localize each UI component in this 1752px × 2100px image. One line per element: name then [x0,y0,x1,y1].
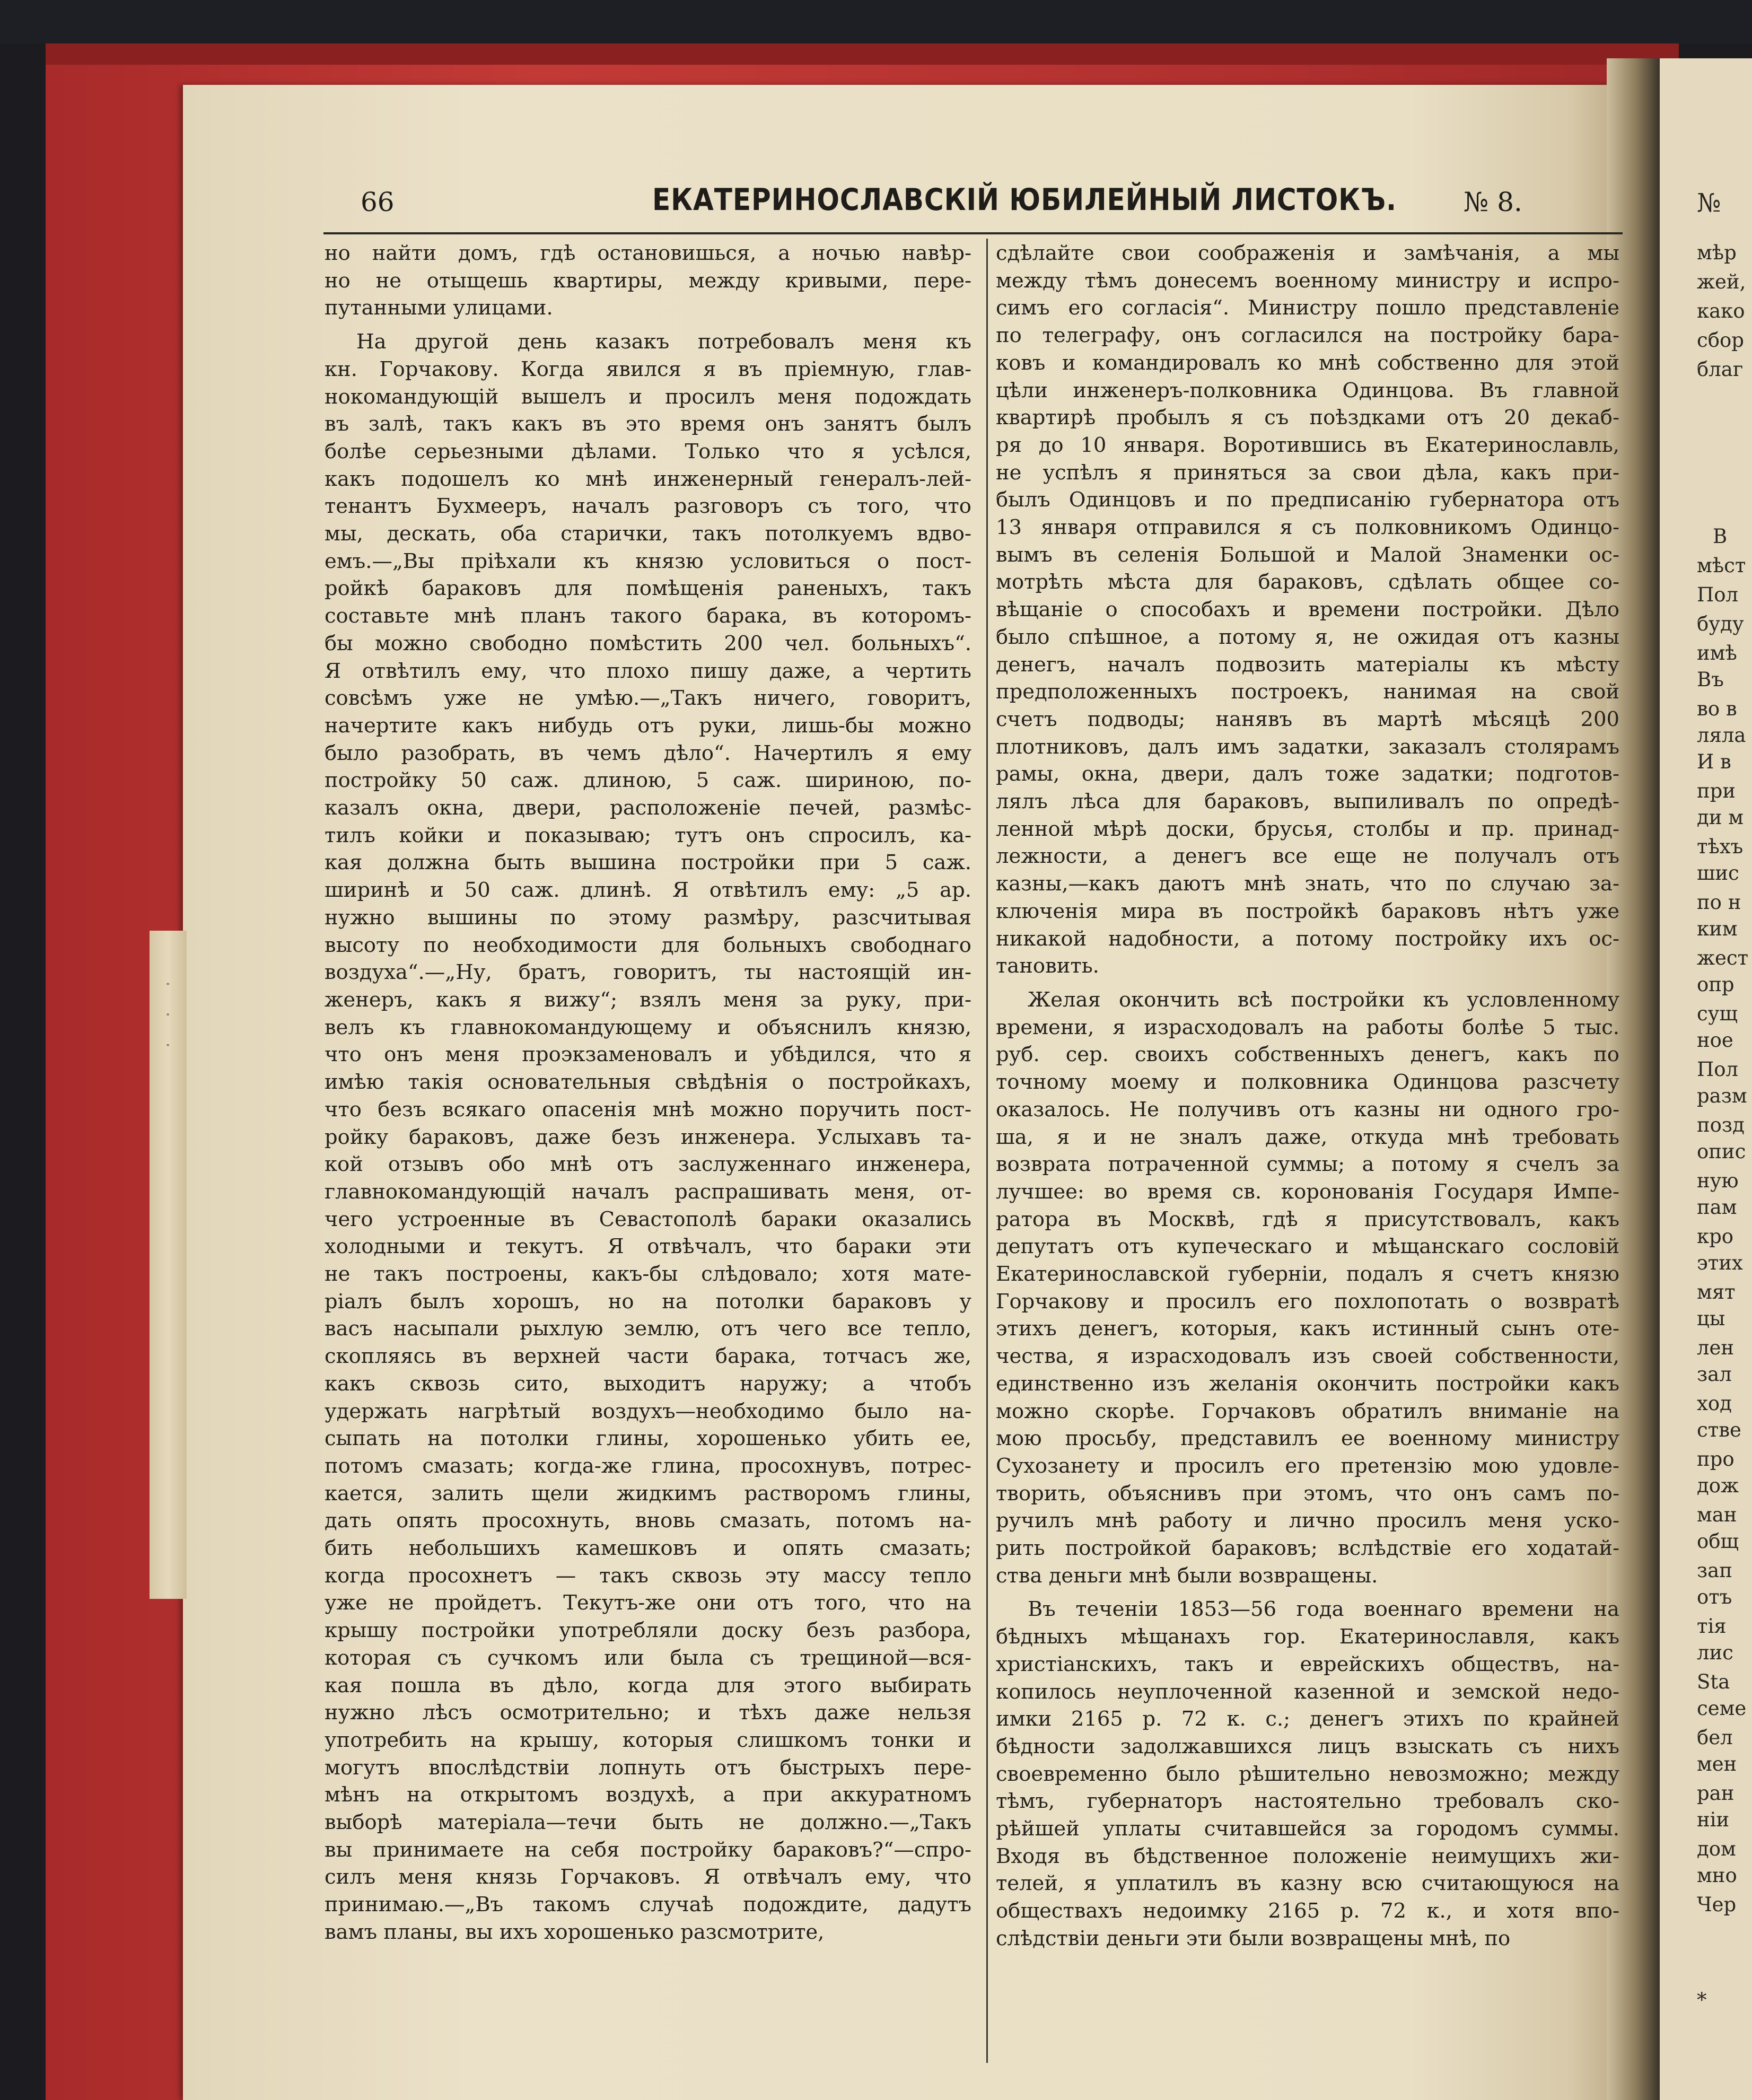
next-page-text-fragment: имѣ [1697,642,1737,664]
column-divider [986,239,988,2063]
text-line: было разобрать, въ чемъ дѣло“. Начертилъ я ему [325,741,971,765]
next-page-text-fragment: про [1697,1448,1735,1471]
text-line: кн. Горчакову. Когда явился я въ пріемную, глав- [325,357,971,381]
next-page-text-fragment: * [1697,1989,1707,2011]
text-line: возврата потраченной суммы; а потому я счелъ за [996,1152,1619,1177]
next-page-text-fragment: при [1697,780,1736,802]
text-line: мы, дескать, оба старички, такъ потолкуемъ вдво- [325,522,971,546]
bookmark-pencil-marks: · · · [157,981,178,1058]
next-page-text-fragment: разм [1697,1084,1747,1107]
text-line: тилъ койки и показываю; тутъ онъ спросилъ, ка- [325,823,971,847]
next-page-text-fragment: стве [1697,1419,1741,1441]
text-line: сыпать на потолки глины, хорошенько убить ее, [325,1427,971,1451]
next-page-text-fragment: Пол [1697,1058,1739,1081]
text-line: Входя въ бѣдственное положеніе неимущихъ жи- [996,1844,1619,1868]
text-line: имки 2165 р. 72 к. с.; денегъ этихъ по крайней [996,1707,1619,1731]
next-page-text-fragment: тія [1697,1615,1727,1638]
next-page-text-fragment: бел [1697,1726,1733,1749]
text-line: бѣдности задолжавшихся лицъ взыскать съ нихъ [996,1734,1619,1758]
next-page-text-fragment: ніи [1697,1808,1730,1831]
text-line: депутатъ отъ купеческаго и мѣщанскаго сословій [996,1235,1619,1259]
text-line: въ залѣ, такъ какъ въ это время онъ занятъ былъ [325,412,971,436]
text-line: рѣйшей уплаты считавшейся за городомъ суммы. [996,1817,1619,1841]
next-page-text-fragment: сущ [1697,1002,1738,1025]
text-line: казны,—какъ даютъ мнѣ знать, что по случаю за- [996,872,1619,896]
text-line: копилось неуплоченной казенной и земской недо- [996,1679,1619,1704]
text-line: вымъ въ селенія Большой и Малой Знаменки ос- [996,542,1619,567]
text-line: мою просьбу, представилъ ее военному министру [996,1427,1619,1451]
text-line: единственно изъ желанія окончить постройки какъ [996,1371,1619,1396]
next-page-text-fragment: мѣст [1697,554,1746,577]
text-line: какъ сквозь сито, выходитъ наружу; а чтобъ [325,1371,971,1396]
next-page-text-fragment: зал [1697,1363,1732,1386]
next-page-text-fragment: общ [1697,1530,1739,1553]
text-line: вѣщаніе о способахъ и времени постройки. Дѣло [996,598,1619,622]
right-column [996,240,1619,1953]
page-number: 66 [361,187,395,217]
text-line: не успѣлъ я приняться за свои дѣла, какъ при- [996,460,1619,485]
issue-number: № 8. [1464,187,1522,217]
text-line: удержать нагрѣтый воздухъ—необходимо было на- [325,1399,971,1423]
text-line: не такъ построены, какъ-бы слѣдовало; хотя мате- [325,1262,971,1287]
next-page-text-fragment: зап [1697,1559,1732,1582]
text-line: лялъ лѣса для бараковъ, выпиливалъ по опредѣ- [996,790,1619,814]
text-line: кается, залить щели жидкимъ растворомъ глины, [325,1481,971,1506]
next-page-text-fragment: Sta [1697,1670,1730,1693]
text-line: Я отвѣтилъ ему, что плохо пишу даже, а чертить [325,659,971,683]
text-line: выборѣ матеріала—течи быть не должно.—„Такъ [325,1810,971,1835]
text-line: предположенныхъ построекъ, нанимая на свой [996,680,1619,704]
text-line: точному моему и полковника Одинцова разсчету [996,1070,1619,1095]
text-line: Екатеринославской губерніи, подалъ я счетъ князю [996,1262,1619,1287]
text-line: Желая окончить всѣ постройки къ условленному [1028,987,1619,1012]
next-page-text-fragment: цы [1697,1307,1725,1330]
next-page-text-fragment: жест [1697,947,1749,969]
text-line: постройку 50 саж. длиною, 5 саж. шириною, по- [325,768,971,793]
text-line: творить, объяснивъ при этомъ, что онъ самъ по- [996,1481,1619,1506]
text-line: ріалъ былъ хорошъ, но на потолки бараковъ у [325,1289,971,1314]
text-line: Въ теченіи 1853—56 года военнаго времени на [1028,1597,1619,1622]
text-line: тенантъ Бухмееръ, началъ разговоръ съ того, что [325,494,971,519]
text-line: цѣли инженеръ-полковника Одинцова. Въ главной [996,378,1619,402]
text-line: но найти домъ, гдѣ остановишься, а ночью навѣр- [325,241,971,265]
text-line: рамы, окна, двери, далъ тоже задатки; подготов- [996,762,1619,786]
next-page-text-fragment: пам [1697,1196,1737,1219]
text-line: крышу постройки употребляли доску безъ разбора, [325,1618,971,1643]
paragraph-gap [996,1589,1619,1596]
text-line: счетъ подводы; нанявъ въ мартѣ мѣсяцѣ 200 [996,707,1619,731]
next-page-text-fragment: ную [1697,1169,1739,1192]
paragraph [996,986,1619,1589]
text-line: времени, я израсходовалъ на работы болѣе 5 тыс. [996,1015,1619,1039]
text-line: тѣмъ, губернаторъ настоятельно требовалъ ско- [996,1789,1619,1814]
text-line: совсѣмъ уже не умѣю.—„Такъ ничего, говоритъ, [325,686,971,711]
text-line: кая пошла въ дѣло, когда для этого выбирать [325,1673,971,1698]
text-line: по телеграфу, онъ согласился на постройку бара- [996,323,1619,348]
next-page-text-fragment: В [1713,525,1728,548]
text-line: было спѣшное, а потому я, не ожидая отъ казны [996,625,1619,649]
next-page-text-fragment: тѣхъ [1697,835,1744,858]
text-line: ройкѣ бараковъ для помѣщенія раненыхъ, такъ [325,576,971,601]
text-line: телей, я уплатилъ въ казну всю считающуюся на [996,1871,1619,1896]
paragraph [325,328,971,1946]
text-line: ша, я и не зналъ даже, откуда мнѣ требовать [996,1125,1619,1149]
text-line: лежности, а денегъ все еще не получалъ отъ [996,844,1619,869]
text-line: имѣю такія основательныя свѣдѣнія о постройкахъ, [325,1070,971,1095]
text-line: этихъ денегъ, которыя, какъ истинный сынъ оте- [996,1317,1619,1341]
next-page-text-fragment: ное [1697,1029,1733,1052]
next-page-text-fragment: мят [1697,1281,1736,1303]
next-page-text-fragment: отъ [1697,1586,1732,1608]
text-line: какъ подошелъ ко мнѣ инженерный генералъ-лей- [325,467,971,491]
text-line: тановить. [996,954,1099,978]
text-line: нокомандующій вышелъ и просилъ меня подождать [325,384,971,409]
next-page-text-fragment: дож [1697,1474,1739,1497]
text-line: ства деньги мнѣ были возвращены. [996,1563,1378,1588]
text-line: нужно вышины по этому размѣру, разсчитывая [325,905,971,930]
text-line: плотниковъ, далъ имъ задатки, заказалъ столярамъ [996,734,1619,759]
text-line: между тѣмъ донесемъ военному министру и испро- [996,268,1619,293]
text-line: ручилъ мнѣ работу и лично просилъ меня уско- [996,1509,1619,1533]
next-page-text-fragment: № [1697,188,1721,218]
text-line: бы можно свободно помѣстить 200 чел. больныхъ“. [325,631,971,655]
next-page-text-fragment: лис [1697,1641,1733,1664]
journal-title: ЕКАТЕРИНОСЛАВСКІЙ ЮБИЛЕЙНЫЙ ЛИСТОКЪ. [652,182,1397,217]
next-page-text-fragment: мен [1697,1753,1737,1775]
text-line: Сухозанету и просилъ его претензію мою удовле- [996,1454,1619,1478]
next-page-text-fragment: Чер [1697,1893,1737,1916]
next-page-text-fragment: семе [1697,1697,1747,1720]
text-line: нужно лѣсъ осмотрительно; и тѣхъ даже нельзя [325,1701,971,1725]
next-page-text-fragment: ляла [1697,724,1746,747]
text-line: ленной мѣрѣ доски, брусья, столбы и пр. принад- [996,817,1619,841]
next-page-text-fragment: кро [1697,1225,1734,1248]
paragraph-gap [325,322,971,328]
text-line: симъ его согласія“. Министру пошло представленіе [996,296,1619,320]
text-line: квартирѣ пробылъ я съ поѣздками отъ 20 декаб- [996,406,1619,430]
left-column [325,240,971,1946]
text-line: болѣе серьезными дѣлами. Только что я усѣлся, [325,439,971,463]
next-page-text-fragment: како [1697,300,1745,322]
text-line: составьте мнѣ планъ такого барака, въ которомъ- [325,604,971,628]
text-line: чества, я израсходовалъ изъ своей собственности, [996,1344,1619,1369]
text-line: холодными и текутъ. Я отвѣчалъ, что бараки эти [325,1235,971,1259]
text-line: когда просохнетъ — такъ сквозь эту массу тепло [325,1563,971,1588]
text-line: ковъ и командировалъ ко мнѣ собственно для этой [996,351,1619,375]
text-line: высоту по необходимости для больныхъ свободнаго [325,933,971,957]
paragraph-gap [996,980,1619,986]
next-page-text-fragment: ди м [1697,806,1744,829]
text-line: Горчакову и просилъ его похлопотать о возвратѣ [996,1289,1619,1314]
next-page-text-fragment: мно [1697,1864,1737,1887]
text-line: емъ.—„Вы пріѣхали къ князю условиться о пост- [325,549,971,573]
text-line: ратора въ Москвѣ, гдѣ я присутствовалъ, какъ [996,1207,1619,1231]
text-line: воздуха“.—„Ну, братъ, говоритъ, ты настоящій ин- [325,960,971,985]
text-line: денегъ, началъ подвозить матеріалы къ мѣсту [996,652,1619,677]
next-page-text-fragment: ман [1697,1503,1737,1526]
next-page-text-fragment: И в [1697,750,1731,773]
text-line: которая съ сучкомъ или была съ трещиной—вся- [325,1646,971,1670]
text-line: слѣдствіи деньги эти были возвращены мнѣ, по [996,1926,1511,1950]
text-line: потомъ смазать; когда-же глина, просохнувъ, потрес- [325,1454,971,1478]
text-line: оказалось. Не получивъ отъ казны ни одного гро- [996,1097,1619,1122]
next-page-text-fragment: ким [1697,917,1738,940]
next-page-text-fragment: Въ [1697,668,1724,691]
next-page-text-fragment: опис [1697,1140,1746,1163]
text-line: чего устроенные въ Севастополѣ бараки оказались [325,1207,971,1231]
header-rule [323,232,1623,234]
next-page-text-fragment: опр [1697,973,1735,996]
next-page-text-fragment: лен [1697,1336,1735,1359]
paragraph [996,240,1619,980]
paragraph [996,1596,1619,1952]
text-line: можно скорѣе. Горчаковъ обратилъ вниманіе на [996,1399,1619,1423]
next-page-text-fragment: этих [1697,1252,1743,1274]
text-line: что онъ меня проэкзаменовалъ и убѣдился, что я [325,1043,971,1067]
next-page-text-fragment: сбор [1697,329,1744,352]
text-line: руб. сер. своихъ собственныхъ денегъ, какъ по [996,1043,1619,1067]
text-line: кой отзывъ обо мнѣ отъ заслуженнаго инженера, [325,1152,971,1177]
text-line: мѣнъ на открытомъ воздухѣ, а при аккуратномъ [325,1783,971,1807]
scan-background [0,0,1752,43]
text-line: мотрѣть мѣста для бараковъ, сдѣлать общее со- [996,570,1619,594]
text-line: На другой день казакъ потребовалъ меня къ [356,330,971,354]
text-line: бѣдныхъ мѣщанахъ гор. Екатеринославля, какъ [996,1625,1619,1649]
text-line: лучшее: во время св. коронованія Государя Импе- [996,1179,1619,1204]
text-line: ключенія мира въ постройкѣ бараковъ нѣтъ уже [996,899,1619,923]
page-header [323,179,1654,222]
text-line: рить постройкой бараковъ; вслѣдствіе его ходатай- [996,1536,1619,1561]
text-line: вамъ планы, вы ихъ хорошенько разсмотрите, [325,1920,825,1944]
next-page-text-fragment: ход [1697,1392,1732,1415]
text-line: христіанскихъ, такъ и еврейскихъ обществъ, на- [996,1652,1619,1676]
text-line: что безъ всякаго опасенія мнѣ можно поручить пост- [325,1097,971,1122]
text-line: главнокомандующій началъ распрашивать меня, от- [325,1179,971,1204]
text-line: бить небольшихъ камешковъ и опять смазать; [325,1536,971,1561]
cover-edge [46,43,1679,65]
text-line: васъ насыпали рыхлую землю, отъ чего все тепло, [325,1317,971,1341]
text-line: начертите какъ нибудь отъ руки, лишь-бы можно [325,713,971,738]
text-line: женеръ, какъ я вижу“; взялъ меня за руку, при- [325,987,971,1012]
text-line: 13 января отправился я съ полковникомъ Одинцо- [996,515,1619,540]
text-line: ря до 10 января. Воротившись въ Екатеринославль, [996,433,1619,457]
next-page-text-fragment: по н [1697,891,1741,914]
text-line: своевременно было рѣшительно невозможно; между [996,1762,1619,1786]
text-line: но не отыщешь квартиры, между кривыми, пере- [325,268,971,293]
next-page-text-fragment: во в [1697,697,1737,720]
text-line: могутъ впослѣдствіи лопнуть отъ быстрыхъ пере- [325,1755,971,1780]
text-line: казалъ окна, двери, расположеніе печей, размѣс- [325,796,971,820]
next-page-text-fragment: Пол [1697,583,1739,606]
text-line: путанными улицами. [325,296,553,320]
next-page-text-fragment: ран [1697,1782,1735,1805]
text-line: велъ къ главнокомандующему и объяснилъ князю, [325,1015,971,1039]
next-page-text-fragment: позд [1697,1114,1745,1136]
text-line: сдѣлайте свои соображенія и замѣчанія, а мы [996,241,1619,265]
next-page-text-fragment: жей, [1697,270,1746,293]
next-page-text-fragment: благ [1697,358,1744,381]
text-line: силъ меня князь Горчаковъ. Я отвѣчалъ ему, что [325,1865,971,1889]
next-page-edge [1660,58,1752,2100]
paragraph [325,240,971,322]
text-line: ширинѣ и 50 саж. длинѣ. Я отвѣтилъ ему: „5 ар. [325,878,971,903]
text-line: ройку бараковъ, даже безъ инженера. Услыхавъ та- [325,1125,971,1149]
text-line: скопляясь въ верхней части барака, тотчасъ же, [325,1344,971,1369]
text-line: никакой надобности, а потому постройку ихъ ос- [996,926,1619,951]
text-line: принимаю.—„Въ такомъ случаѣ подождите, дадутъ [325,1893,971,1917]
text-line: уже не пройдетъ. Текутъ-же они отъ того, что на [325,1591,971,1615]
text-line: вы принимаете на себя постройку бараковъ?“—спро- [325,1838,971,1862]
next-page-text-fragment: дом [1697,1838,1736,1860]
next-page-text-fragment: шис [1697,862,1739,885]
next-page-text-fragment: буду [1697,612,1744,635]
text-line: кая должна быть вышина постройки при 5 саж. [325,851,971,875]
text-line: обществахъ недоимку 2165 р. 72 к., и хотя впо- [996,1899,1619,1923]
next-page-text-fragment: мѣр [1697,241,1737,264]
text-line: былъ Одинцовъ и по предписанію губернатора отъ [996,488,1619,512]
text-line: дать опять просохнуть, вновь смазать, потомъ на- [325,1509,971,1533]
text-line: употребить на крышу, которыя слишкомъ тонки и [325,1728,971,1752]
